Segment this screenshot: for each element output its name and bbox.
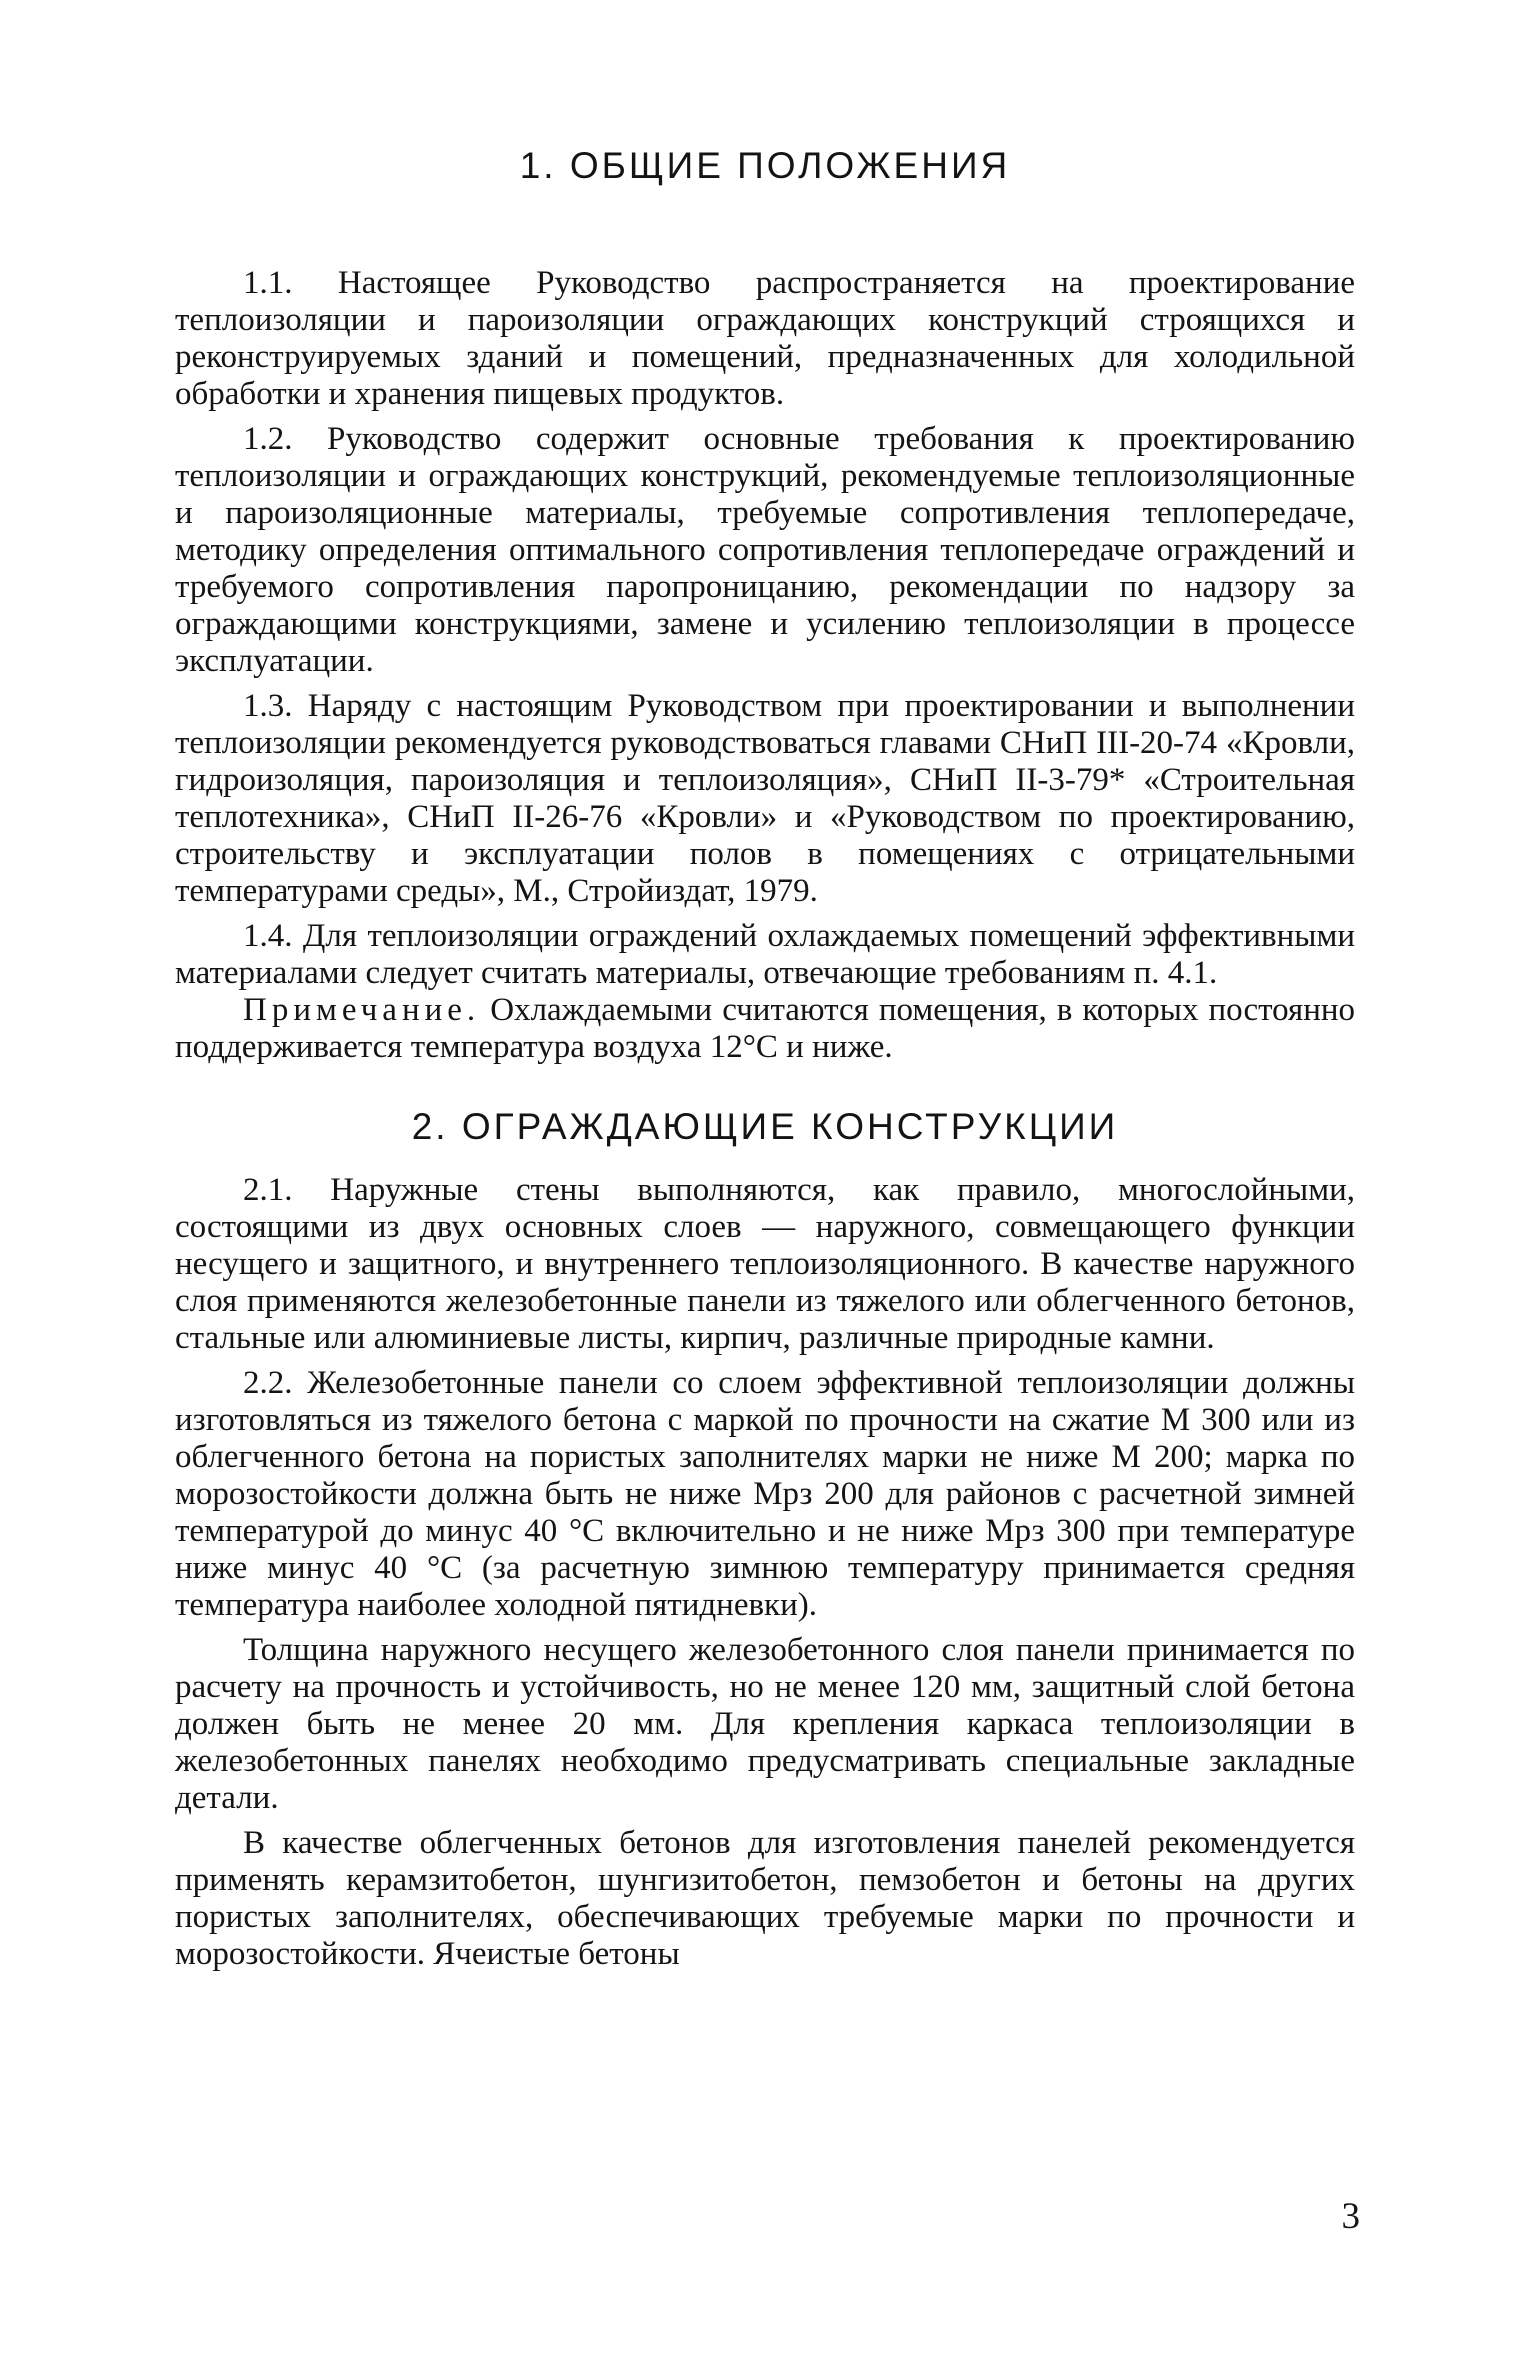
paragraph-number: 1.2. (243, 421, 293, 457)
paragraph-2-2 (175, 1365, 1355, 1624)
paragraph-2-2-concrete (175, 1825, 1355, 1973)
paragraph-text: Охлаждаемыми считаются помещения, в которых постоянно поддерживается температура воздуха 12°С и ниже. (175, 992, 1356, 1065)
paragraph-text: Настоящее Руководство распространяется на проектирование теплоизоляции и пароизоляции ограждающих конструкций строящихся и реконструируемых зданий и помещений, предназначенных для холодильной обработки и хранения пищевых продуктов. (175, 265, 1356, 412)
paragraph-1-3 (175, 688, 1355, 910)
paragraph-number: 2.1. (243, 1172, 293, 1208)
paragraph-1-1 (175, 265, 1355, 413)
paragraph-text: Железобетонные панели со слоем эффективной теплоизоляции должны изготовляться из тяжелого бетона с маркой по прочности на сжатие М 300 или из облегченного бетона на пористых заполнителях марки не ниже М 200; марка по морозостойкости должна быть не ниже Мрз 200 для районов с расчетной зимней температурой до минус 40 °С включительно и не ниже Мрз 300 при температуре ниже минус 40 °С (за расчетную зимнюю температуру принимается средняя температура наиболее холодной пятидневки). (175, 1365, 1355, 1623)
page-number: 3 (1341, 2196, 1360, 2237)
document-page (175, 145, 1355, 1973)
paragraph-1-2 (175, 421, 1355, 680)
paragraph-text: В качестве облегченных бетонов для изготовления панелей рекомендуется применять керамзитобетон, шунгизитобетон, пемзобетон и бетоны на других пористых заполнителях, обеспечивающих требуемые марки по прочности и морозостойкости. Ячеистые бетоны (175, 1825, 1355, 1972)
paragraph-1-4 (175, 918, 1355, 992)
paragraph-text: Наружные стены выполняются, как правило, многослойными, состоящими из двух основных слоев — наружного, совмещающего функции несущего и защитного, и внутреннего теплоизоляционного. В качестве наружного слоя применяются железобетонные панели из тяжелого или облегченного бетонов, стальные или алюминиевые листы, кирпич, различные природные камни. (175, 1172, 1356, 1356)
paragraph-text: Толщина наружного несущего железобетонного слоя панели принимается по расчету на прочность и устойчивость, но не менее 120 мм, защитный слой бетона должен быть не менее 20 мм. Для крепления каркаса теплоизоляции в железобетонных панелях необходимо предусматривать специальные закладные детали. (175, 1632, 1355, 1816)
paragraph-text: Наряду с настоящим Руководством при проектировании и выполнении теплоизоляции рекомендуется руководствоваться главами СНиП III-20-74 «Кровли, гидроизоляция, пароизоляция и теплоизоляция», СНиП II-3-79* «Строительная теплотехника», СНиП II-26-76 «Кровли» и «Руководством по проектированию, строительству и эксплуатации полов в помещениях с отрицательными температурами среды», М., Стройиздат, 1979. (175, 688, 1355, 909)
paragraph-2-1 (175, 1172, 1355, 1357)
section-1-title: 1. ОБЩИЕ ПОЛОЖЕНИЯ (519, 145, 1011, 186)
paragraph-number: 2.2. (243, 1365, 293, 1401)
paragraph-2-2-thickness (175, 1632, 1355, 1817)
section-2-title: 2. ОГРАЖДАЮЩИЕ КОНСТРУКЦИИ (411, 1106, 1119, 1147)
paragraph-text: Для теплоизоляции ограждений охлаждаемых помещений эффективными материалами следует считать материалы, отвечающие требованиям п. 4.1. (175, 918, 1356, 991)
paragraph-number: 1.3. (243, 688, 293, 724)
paragraph-text: Руководство содержит основные требования к проектированию теплоизоляции и ограждающих конструкций, рекомендуемые теплоизоляционные и пароизоляционные материалы, требуемые сопротивления теплопередаче, методику определения оптимального сопротивления теплопередаче ограждений и требуемого сопротивления паропроницанию, рекомендации по надзору за ограждающими конструкциями, замене и усилению теплоизоляции в процессе эксплуатации. (175, 421, 1356, 679)
paragraph-number: 1.4. (243, 918, 293, 954)
paragraph-number: 1.1. (243, 265, 293, 301)
note-label: Примечание. (243, 992, 481, 1028)
note-paragraph (175, 992, 1355, 1066)
